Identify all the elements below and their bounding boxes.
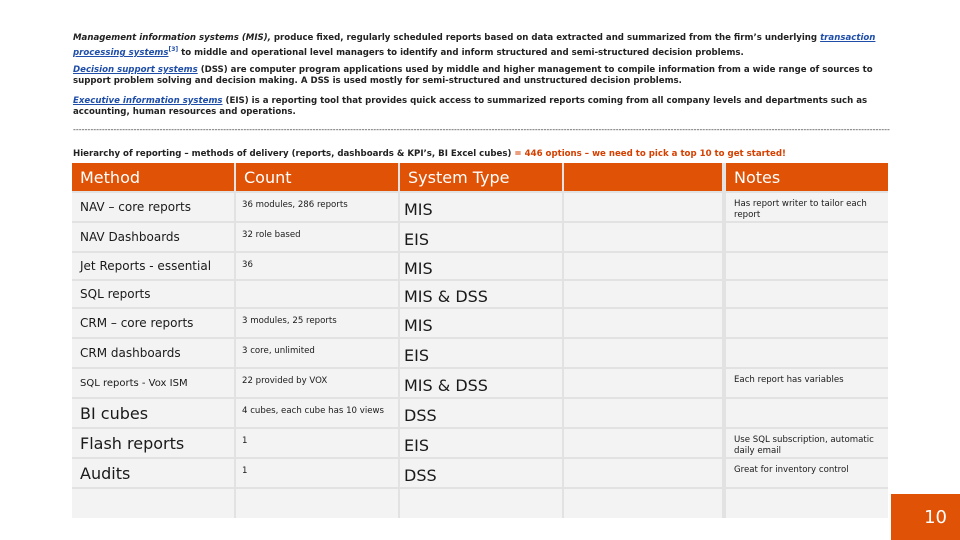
- eis-definition: [73, 96, 893, 118]
- notes-cell: [726, 253, 888, 279]
- system-type-cell: MIS & DSS: [400, 281, 562, 307]
- header-system-type: System Type: [400, 163, 562, 191]
- page-number-badge: [891, 494, 960, 540]
- notes-cell: Each report has variables: [726, 369, 888, 397]
- extra-cell: [564, 253, 722, 279]
- system-type-cell: MIS: [400, 193, 562, 221]
- method-cell: [72, 489, 234, 518]
- notes-cell: [726, 489, 888, 518]
- count-cell: 3 core, unlimited: [236, 339, 398, 367]
- count-cell: 22 provided by VOX: [236, 369, 398, 397]
- count-cell: 32 role based: [236, 223, 398, 251]
- mis-term: Management information systems (MIS),: [73, 33, 271, 43]
- header-blank: [564, 163, 722, 191]
- dss-link[interactable]: Decision support systems: [73, 65, 198, 75]
- count-cell: [236, 489, 398, 518]
- mis-text-1: produce fixed, regularly scheduled reports based on data extracted and summarized from the firm’s underlying: [270, 33, 821, 43]
- header-notes: Notes: [726, 163, 888, 191]
- count-cell: 36 modules, 286 reports: [236, 193, 398, 221]
- system-type-cell: MIS: [400, 309, 562, 337]
- eis-text: (EIS) is a reporting tool that provides quick access to summarized reports coming from all company levels and departments such as accounting, human resources and operations.: [73, 96, 868, 117]
- method-cell: NAV Dashboards: [72, 223, 234, 251]
- count-cell: 3 modules, 25 reports: [236, 309, 398, 337]
- header-method: Method: [72, 163, 234, 191]
- extra-cell: [564, 489, 722, 518]
- system-type-cell: EIS: [400, 223, 562, 251]
- citation-marker[interactable]: [3]: [168, 46, 179, 53]
- extra-cell: [564, 193, 722, 221]
- notes-cell: [726, 223, 888, 251]
- system-type-cell: EIS: [400, 339, 562, 367]
- method-cell: SQL reports - Vox ISM: [72, 369, 234, 397]
- dss-definition: [73, 65, 893, 87]
- method-cell: Audits: [72, 459, 234, 487]
- extra-cell: [564, 223, 722, 251]
- extra-cell: [564, 281, 722, 307]
- notes-cell: [726, 309, 888, 337]
- method-cell: NAV – core reports: [72, 193, 234, 221]
- eis-link[interactable]: Executive information systems: [73, 96, 223, 106]
- notes-cell: Use SQL subscription, automatic daily email: [726, 429, 888, 457]
- page-number: 10: [924, 507, 947, 528]
- count-cell: [236, 281, 398, 307]
- notes-cell: [726, 399, 888, 427]
- extra-cell: [564, 309, 722, 337]
- transaction-processing-link[interactable]: transaction processing systems: [73, 33, 876, 58]
- dss-text: (DSS) are computer program applications used by middle and higher management to compile information from a wide range of sources to support problem solving and decision making. A DSS is used mostly for semi-structured and unstructured decision problems.: [73, 65, 873, 86]
- divider-line: -------------------------------------------------------------------------------------------------------------------------------------------------------------------------------------------------------------------------------------------------------------------------------------------: [73, 125, 890, 134]
- extra-cell: [564, 459, 722, 487]
- mis-text-2: to middle and operational level managers to identify and inform structured and semi-structured decision problems.: [178, 47, 744, 58]
- extra-cell: [564, 339, 722, 367]
- header-count: Count: [236, 163, 398, 191]
- notes-cell: [726, 339, 888, 367]
- notes-cell: Has report writer to tailor each report: [726, 193, 888, 221]
- extra-cell: [564, 399, 722, 427]
- method-cell: Flash reports: [72, 429, 234, 457]
- hierarchy-highlight: = 446 options – we need to pick a top 10 to get started!: [514, 149, 786, 159]
- count-cell: 1: [236, 459, 398, 487]
- count-cell: 1: [236, 429, 398, 457]
- method-cell: BI cubes: [72, 399, 234, 427]
- system-type-cell: DSS: [400, 459, 562, 487]
- notes-cell: [726, 281, 888, 307]
- method-cell: SQL reports: [72, 281, 234, 307]
- extra-cell: [564, 369, 722, 397]
- extra-cell: [564, 429, 722, 457]
- notes-cell: Great for inventory control: [726, 459, 888, 487]
- method-cell: CRM – core reports: [72, 309, 234, 337]
- hierarchy-heading: [73, 149, 786, 159]
- reporting-methods-table: [72, 163, 888, 518]
- system-type-cell: MIS & DSS: [400, 369, 562, 397]
- system-type-cell: DSS: [400, 399, 562, 427]
- hierarchy-text: Hierarchy of reporting – methods of delivery (reports, dashboards & KPI’s, BI Excel cubes): [73, 149, 515, 159]
- count-cell: 36: [236, 253, 398, 279]
- mis-definition: [73, 33, 893, 59]
- system-type-cell: EIS: [400, 429, 562, 457]
- system-type-cell: MIS: [400, 253, 562, 279]
- system-type-cell: [400, 489, 562, 518]
- method-cell: CRM dashboards: [72, 339, 234, 367]
- count-cell: 4 cubes, each cube has 10 views: [236, 399, 398, 427]
- method-cell: Jet Reports - essential: [72, 253, 234, 279]
